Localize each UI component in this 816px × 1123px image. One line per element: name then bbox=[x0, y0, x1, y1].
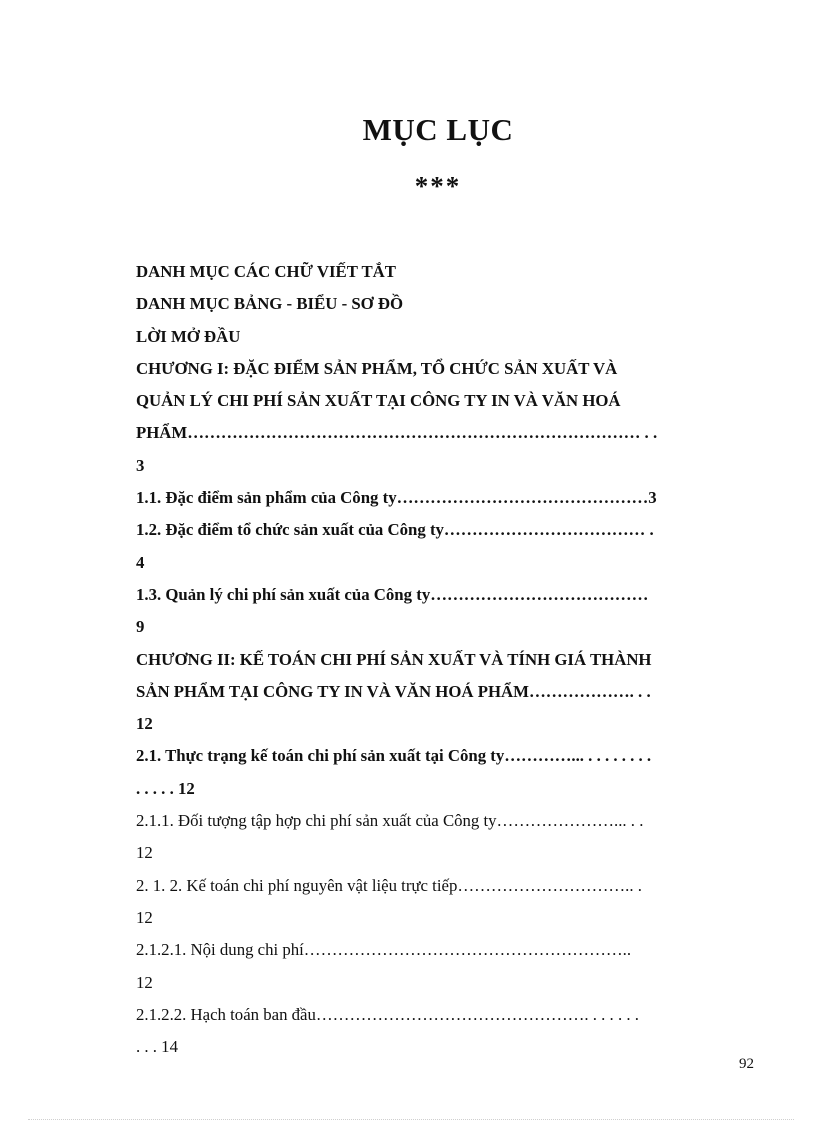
toc-line: DANH MỤC CÁC CHỮ VIẾT TẮT bbox=[136, 262, 396, 281]
toc-line: SẢN PHẨM TẠI CÔNG TY IN VÀ VĂN HOÁ PHẨM………………. . . bbox=[136, 681, 651, 701]
toc-line: CHƯƠNG I: ĐẶC ĐIỂM SẢN PHẨM, TỔ CHỨC SẢN XUẤT VÀ bbox=[136, 358, 618, 378]
toc-line: CHƯƠNG II: KẾ TOÁN CHI PHÍ SẢN XUẤT VÀ TÍNH GIÁ THÀNH bbox=[136, 649, 652, 669]
table-of-contents bbox=[136, 256, 740, 1063]
page-bottom-divider bbox=[28, 1119, 794, 1120]
toc-line: 9 bbox=[136, 617, 145, 637]
title-separator: *** bbox=[414, 171, 462, 201]
toc-line: 1.3. Quản lý chi phí sản xuất của Công ty………………………………… bbox=[136, 584, 649, 604]
toc-line: 2. 1. 2. Kế toán chi phí nguyên vật liệu trực tiếp………………………….. . bbox=[136, 875, 642, 895]
page-number: 92 bbox=[739, 1056, 754, 1072]
toc-line: . . . 14 bbox=[136, 1037, 178, 1057]
toc-line: . . . . . 12 bbox=[136, 778, 195, 798]
toc-line: 12 bbox=[136, 972, 153, 992]
toc-line: 2.1.2.2. Hạch toán ban đầu…………………………………………. . . . . . . bbox=[136, 1004, 639, 1024]
toc-line: 4 bbox=[136, 552, 145, 572]
toc-line: 1.1. Đặc điểm sản phẩm của Công ty………………………………………3 bbox=[136, 488, 657, 508]
toc-line: PHẨM……………………………………………………………………… . . bbox=[136, 423, 658, 443]
toc-line: 12 bbox=[136, 907, 153, 927]
toc-line: 3 bbox=[136, 455, 145, 475]
page-title: MỤC LỤC bbox=[362, 112, 514, 147]
toc-line: QUẢN LÝ CHI PHÍ SẢN XUẤT TẠI CÔNG TY IN VÀ VĂN HOÁ bbox=[136, 391, 621, 411]
toc-line: DANH MỤC BẢNG - BIỂU - SƠ ĐỒ bbox=[136, 294, 404, 314]
toc-line: 2.1.1. Đối tượng tập hợp chi phí sản xuất của Công ty…………………... . . bbox=[136, 811, 644, 831]
toc-line: LỜI MỞ ĐẦU bbox=[136, 326, 241, 346]
toc-line: 2.1. Thực trạng kế toán chi phí sản xuất tại Công ty…………... . . . . . . . . bbox=[136, 746, 652, 766]
toc-line: 12 bbox=[136, 714, 153, 734]
toc-line: 12 bbox=[136, 843, 153, 863]
toc-line: 1.2. Đặc điểm tổ chức sản xuất của Công ty……………………………… . bbox=[136, 520, 654, 540]
toc-line: 2.1.2.1. Nội dung chi phí………………………………………………….. bbox=[136, 940, 632, 960]
